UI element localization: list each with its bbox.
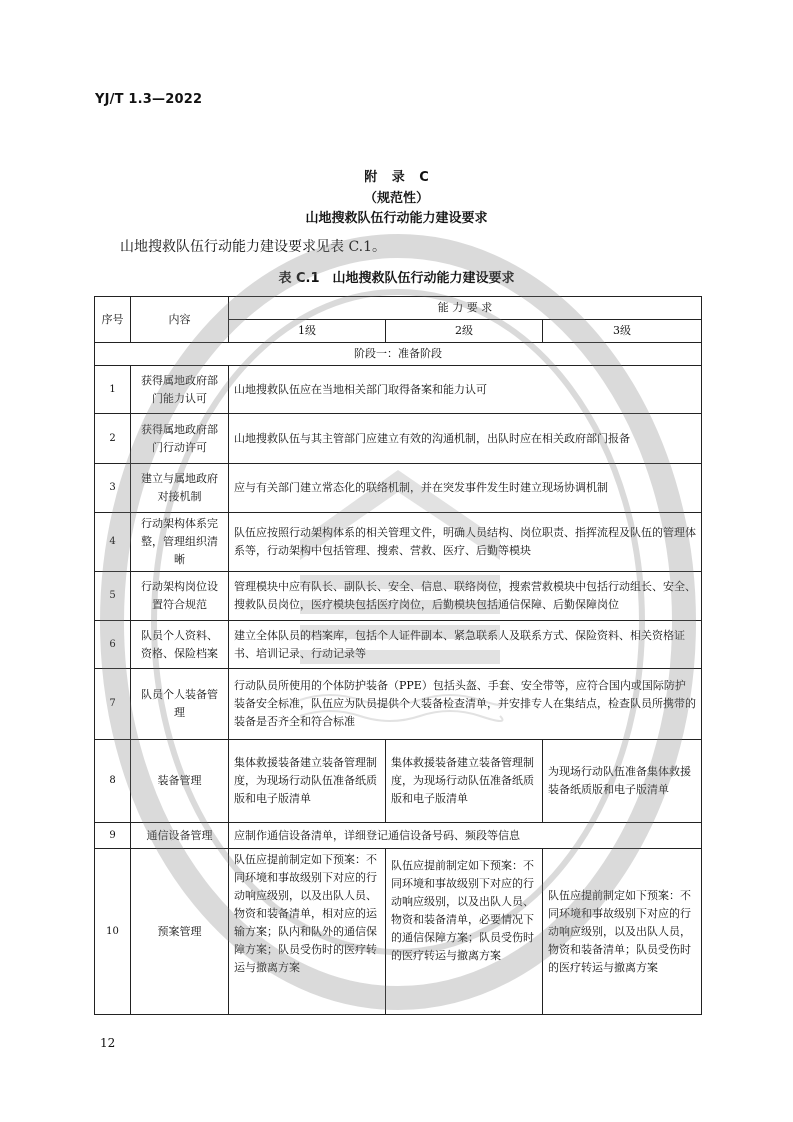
appendix-name: 山地搜救队伍行动能力建设要求 — [305, 211, 488, 226]
header-level1: 1级 — [229, 320, 386, 343]
intro-paragraph: 山地搜救队伍行动能力建设要求见表 C.1。 — [120, 239, 387, 255]
header-level3: 3级 — [543, 320, 702, 343]
row-requirement: 山地搜救队伍与其主管部门应建立有效的沟通机制，出队时应在相关政府部门报备 — [229, 414, 702, 464]
row-number: 8 — [95, 740, 131, 823]
table-row — [95, 414, 702, 464]
table-row — [95, 621, 702, 669]
row-label: 队员个人装备管理 — [131, 669, 229, 740]
table-row — [95, 740, 702, 823]
row-number: 5 — [95, 572, 131, 621]
row-label: 行动架构体系完整，管理组织清晰 — [131, 513, 229, 572]
row-requirement: 行动队员所使用的个体防护装备（PPE）包括头盔、手套、安全带等，应符合国内或国际防护装备安全标准，队伍应为队员提供个人装备检查清单，并安排专人在集结点，检查队员所携带的装备是否齐全和符合标准 — [229, 669, 702, 740]
row-label: 通信设备管理 — [131, 823, 229, 849]
row-requirement: 建立全体队员的档案库，包括个人证件副本、紧急联系人及联系方式、保险资料、相关资格证书、培训记录、行动记录等 — [229, 621, 702, 669]
header-content: 内容 — [131, 297, 229, 343]
row-level2: 集体救援装备建立装备管理制度，为现场行动队伍准备纸质版和电子版清单 — [386, 740, 543, 823]
row-level1: 集体救援装备建立装备管理制度，为现场行动队伍准备纸质版和电子版清单 — [229, 740, 386, 823]
appendix-normative: （规范性） — [363, 191, 429, 206]
row-number: 7 — [95, 669, 131, 740]
row-label: 获得属地政府部门行动许可 — [131, 414, 229, 464]
row-requirement: 队伍应按照行动架构体系的相关管理文件，明确人员结构、岗位职责、指挥流程及队伍的管理体系等，行动架构中包括管理、搜索、营救、医疗、后勤等模块 — [229, 513, 702, 572]
row-level1: 队伍应提前制定如下预案：不同环境和事故级别下对应的行动响应级别，以及出队人员、物资和装备清单，相对应的运输方案；队内和队外的通信保障方案；队员受伤时的医疗转运与撤离方案 — [229, 849, 386, 1015]
table-row — [95, 849, 702, 1015]
table-row — [95, 669, 702, 740]
row-requirement: 应与有关部门建立常态化的联络机制，并在突发事件发生时建立现场协调机制 — [229, 464, 702, 513]
row-label: 获得属地政府部门能力认可 — [131, 366, 229, 414]
table-row — [95, 513, 702, 572]
row-label: 装备管理 — [131, 740, 229, 823]
row-number: 9 — [95, 823, 131, 849]
requirements-table — [94, 296, 702, 1015]
standard-code: YJ/T 1.3—2022 — [95, 92, 203, 107]
header-ability: 能 力 要 求 — [229, 297, 702, 320]
stage-row: 阶段一：准备阶段 — [95, 343, 702, 366]
row-label: 预案管理 — [131, 849, 229, 1015]
row-requirement: 山地搜救队伍应在当地相关部门取得备案和能力认可 — [229, 366, 702, 414]
table-row — [95, 823, 702, 849]
table-row — [95, 366, 702, 414]
row-requirement: 管理模块中应有队长、副队长、安全、信息、联络岗位，搜索营救模块中包括行动组长、安全、搜救队员岗位，医疗模块包括医疗岗位，后勤模块包括通信保障、后勤保障岗位 — [229, 572, 702, 621]
header-level2: 2级 — [386, 320, 543, 343]
row-number: 2 — [95, 414, 131, 464]
row-level3: 为现场行动队伍准备集体救援装备纸质版和电子版清单 — [543, 740, 702, 823]
row-label: 建立与属地政府对接机制 — [131, 464, 229, 513]
row-label: 队员个人资料、资格、保险档案 — [131, 621, 229, 669]
row-label: 行动架构岗位设置符合规范 — [131, 572, 229, 621]
table-row — [95, 572, 702, 621]
row-level3: 队伍应提前制定如下预案：不同环境和事故级别下对应的行动响应级别，以及出队人员，物资和装备清单；队员受伤时的医疗转运与撤离方案 — [543, 849, 702, 1015]
row-requirement: 应制作通信设备清单，详细登记通信设备号码、频段等信息 — [229, 823, 702, 849]
table-row — [95, 464, 702, 513]
row-number: 4 — [95, 513, 131, 572]
row-level2: 队伍应提前制定如下预案：不同环境和事故级别下对应的行动响应级别，以及出队人员、物资和装备清单，必要情况下的通信保障方案；队员受伤时的医疗转运与撤离方案 — [386, 849, 543, 1015]
row-number: 6 — [95, 621, 131, 669]
appendix-title: 附 录 C — [364, 170, 429, 185]
table-caption: 表 C.1 山地搜救队伍行动能力建设要求 — [278, 271, 515, 286]
row-number: 10 — [95, 849, 131, 1015]
row-number: 3 — [95, 464, 131, 513]
row-number: 1 — [95, 366, 131, 414]
page-number: 12 — [100, 1036, 116, 1050]
header-seq: 序号 — [95, 297, 131, 343]
